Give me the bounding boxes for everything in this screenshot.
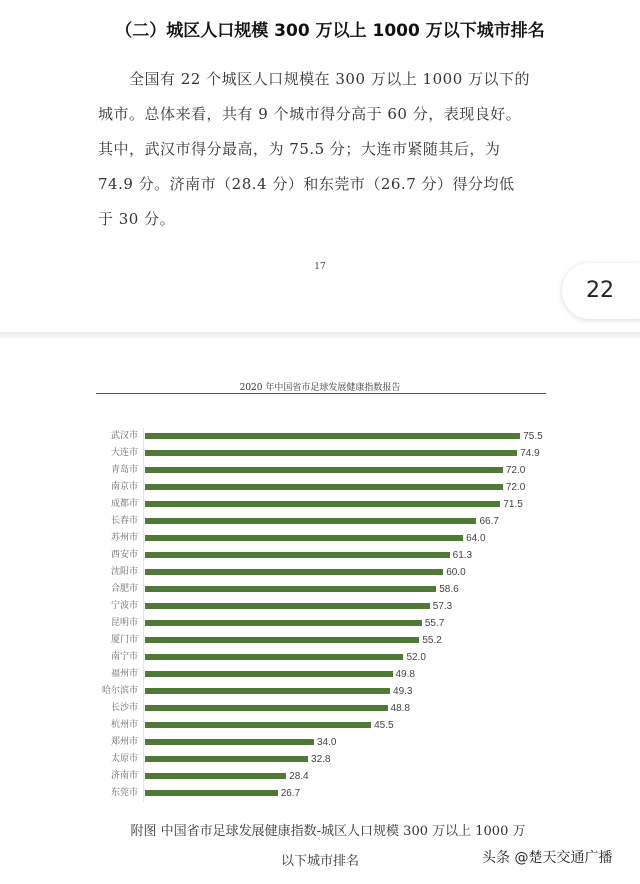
category-label: 长沙市: [110, 703, 138, 713]
value-label: 72.0: [505, 465, 526, 476]
bar-row: [90, 428, 550, 445]
category-label: 南宁市: [110, 652, 138, 662]
bar-row: [90, 479, 550, 496]
bar-row: [90, 615, 550, 632]
bar-row: [90, 751, 550, 768]
category-label: 武汉市: [110, 431, 138, 441]
category-label: 成都市: [110, 499, 138, 509]
bar-row: [90, 496, 550, 513]
bar: [145, 569, 443, 575]
bar: [145, 773, 286, 779]
bar: [145, 484, 503, 490]
bar: [145, 603, 430, 609]
value-label: 57.3: [432, 601, 453, 612]
category-label: 苏州市: [110, 533, 138, 543]
value-label: 49.8: [395, 669, 415, 680]
bar-row: [90, 683, 550, 700]
bar-row: [90, 666, 550, 683]
bar-row: [90, 717, 550, 734]
bar: [145, 518, 476, 524]
category-label: 昆明市: [110, 618, 138, 628]
category-label: 东莞市: [110, 788, 138, 798]
bar: [145, 688, 390, 694]
page-indicator-badge[interactable]: 22: [562, 263, 640, 319]
figure-caption: 附图 中国省市足球发展健康指数-城区人口规模 300 万以上 1000 万: [130, 824, 526, 839]
bar-row: [90, 734, 550, 751]
value-label: 49.3: [393, 686, 413, 697]
bar: [145, 535, 463, 541]
category-label: 沈阳市: [110, 567, 138, 577]
bar: [145, 637, 419, 643]
category-label: 大连市: [110, 448, 138, 458]
page-number: 17: [314, 262, 326, 272]
bar: [145, 654, 403, 660]
value-label: 55.7: [424, 618, 445, 629]
value-label: 45.5: [374, 720, 394, 731]
section-heading: （二）城区人口规模 300 万以上 1000 万以下城市排名: [115, 21, 545, 41]
bar-row: [90, 564, 550, 581]
bar-row: [90, 700, 550, 717]
bar-row: [90, 462, 550, 479]
report-running-title: 2020 年中国省市足球发展健康指数报告: [239, 383, 401, 393]
bar: [145, 501, 500, 507]
bar: [145, 552, 450, 558]
value-label: 61.3: [452, 550, 473, 561]
value-label: 48.8: [390, 703, 410, 714]
value-label: 66.7: [479, 516, 499, 527]
paragraph-line: 于 30 分。: [98, 210, 176, 228]
category-label: 青岛市: [110, 465, 138, 475]
value-label: 71.5: [503, 499, 523, 510]
value-label: 52.0: [406, 652, 426, 663]
bar-row: [90, 581, 550, 598]
bar: [145, 433, 520, 439]
watermark: 头条 @楚天交通广播: [482, 850, 613, 866]
bar-row: [90, 547, 550, 564]
paragraph-line: 城市。总体来看，共有 9 个城市得分高于 60 分，表现良好。: [98, 105, 522, 123]
category-label: 郑州市: [110, 737, 138, 747]
value-label: 32.8: [311, 754, 331, 765]
paragraph-line: 其中，武汉市得分最高，为 75.5 分；大连市紧随其后，为: [98, 140, 501, 158]
bar: [145, 450, 517, 456]
value-label: 60.0: [446, 567, 466, 578]
bar-row: [90, 632, 550, 649]
value-label: 74.9: [520, 448, 540, 459]
bar-row: [90, 649, 550, 666]
value-label: 28.4: [289, 771, 309, 782]
category-label: 杭州市: [110, 720, 138, 730]
category-label: 长春市: [110, 516, 138, 526]
value-label: 75.5: [523, 431, 543, 442]
bar: [145, 739, 314, 745]
bar: [145, 671, 393, 677]
bar: [145, 790, 278, 796]
value-label: 72.0: [505, 482, 526, 493]
category-label: 济南市: [110, 771, 138, 781]
bar: [145, 756, 308, 762]
category-label: 太原市: [110, 754, 138, 764]
paragraph-line: 74.9 分。济南市（28.4 分）和东莞市（26.7 分）得分均低: [98, 175, 515, 193]
bar-row: [90, 598, 550, 615]
figure-caption-continued: 以下城市排名: [280, 854, 359, 869]
value-label: 64.0: [466, 533, 486, 544]
bar: [145, 722, 371, 728]
bar-chart: [90, 428, 550, 808]
value-label: 26.7: [280, 788, 301, 799]
header-rule: [96, 393, 546, 394]
category-label: 福州市: [110, 669, 138, 679]
bar-row: [90, 445, 550, 462]
category-label: 厦门市: [110, 635, 138, 645]
value-label: 55.2: [422, 635, 442, 646]
category-label: 哈尔滨市: [101, 686, 138, 696]
category-label: 宁波市: [110, 601, 138, 611]
bar-row: [90, 785, 550, 802]
paragraph-line: 全国有 22 个城区人口规模在 300 万以上 1000 万以下的: [98, 70, 531, 88]
body-paragraph: [98, 62, 548, 237]
page-divider: [0, 332, 640, 338]
value-label: 58.6: [439, 584, 459, 595]
bar: [145, 705, 388, 711]
bar: [145, 620, 422, 626]
bar: [145, 467, 503, 473]
bar-row: [90, 768, 550, 785]
bar-row: [90, 530, 550, 547]
value-label: 34.0: [316, 737, 337, 748]
bar-row: [90, 513, 550, 530]
bar: [145, 586, 436, 592]
category-label: 西安市: [110, 550, 138, 560]
document-page-top: [0, 0, 640, 330]
category-label: 南京市: [110, 482, 138, 492]
category-label: 合肥市: [110, 584, 138, 594]
